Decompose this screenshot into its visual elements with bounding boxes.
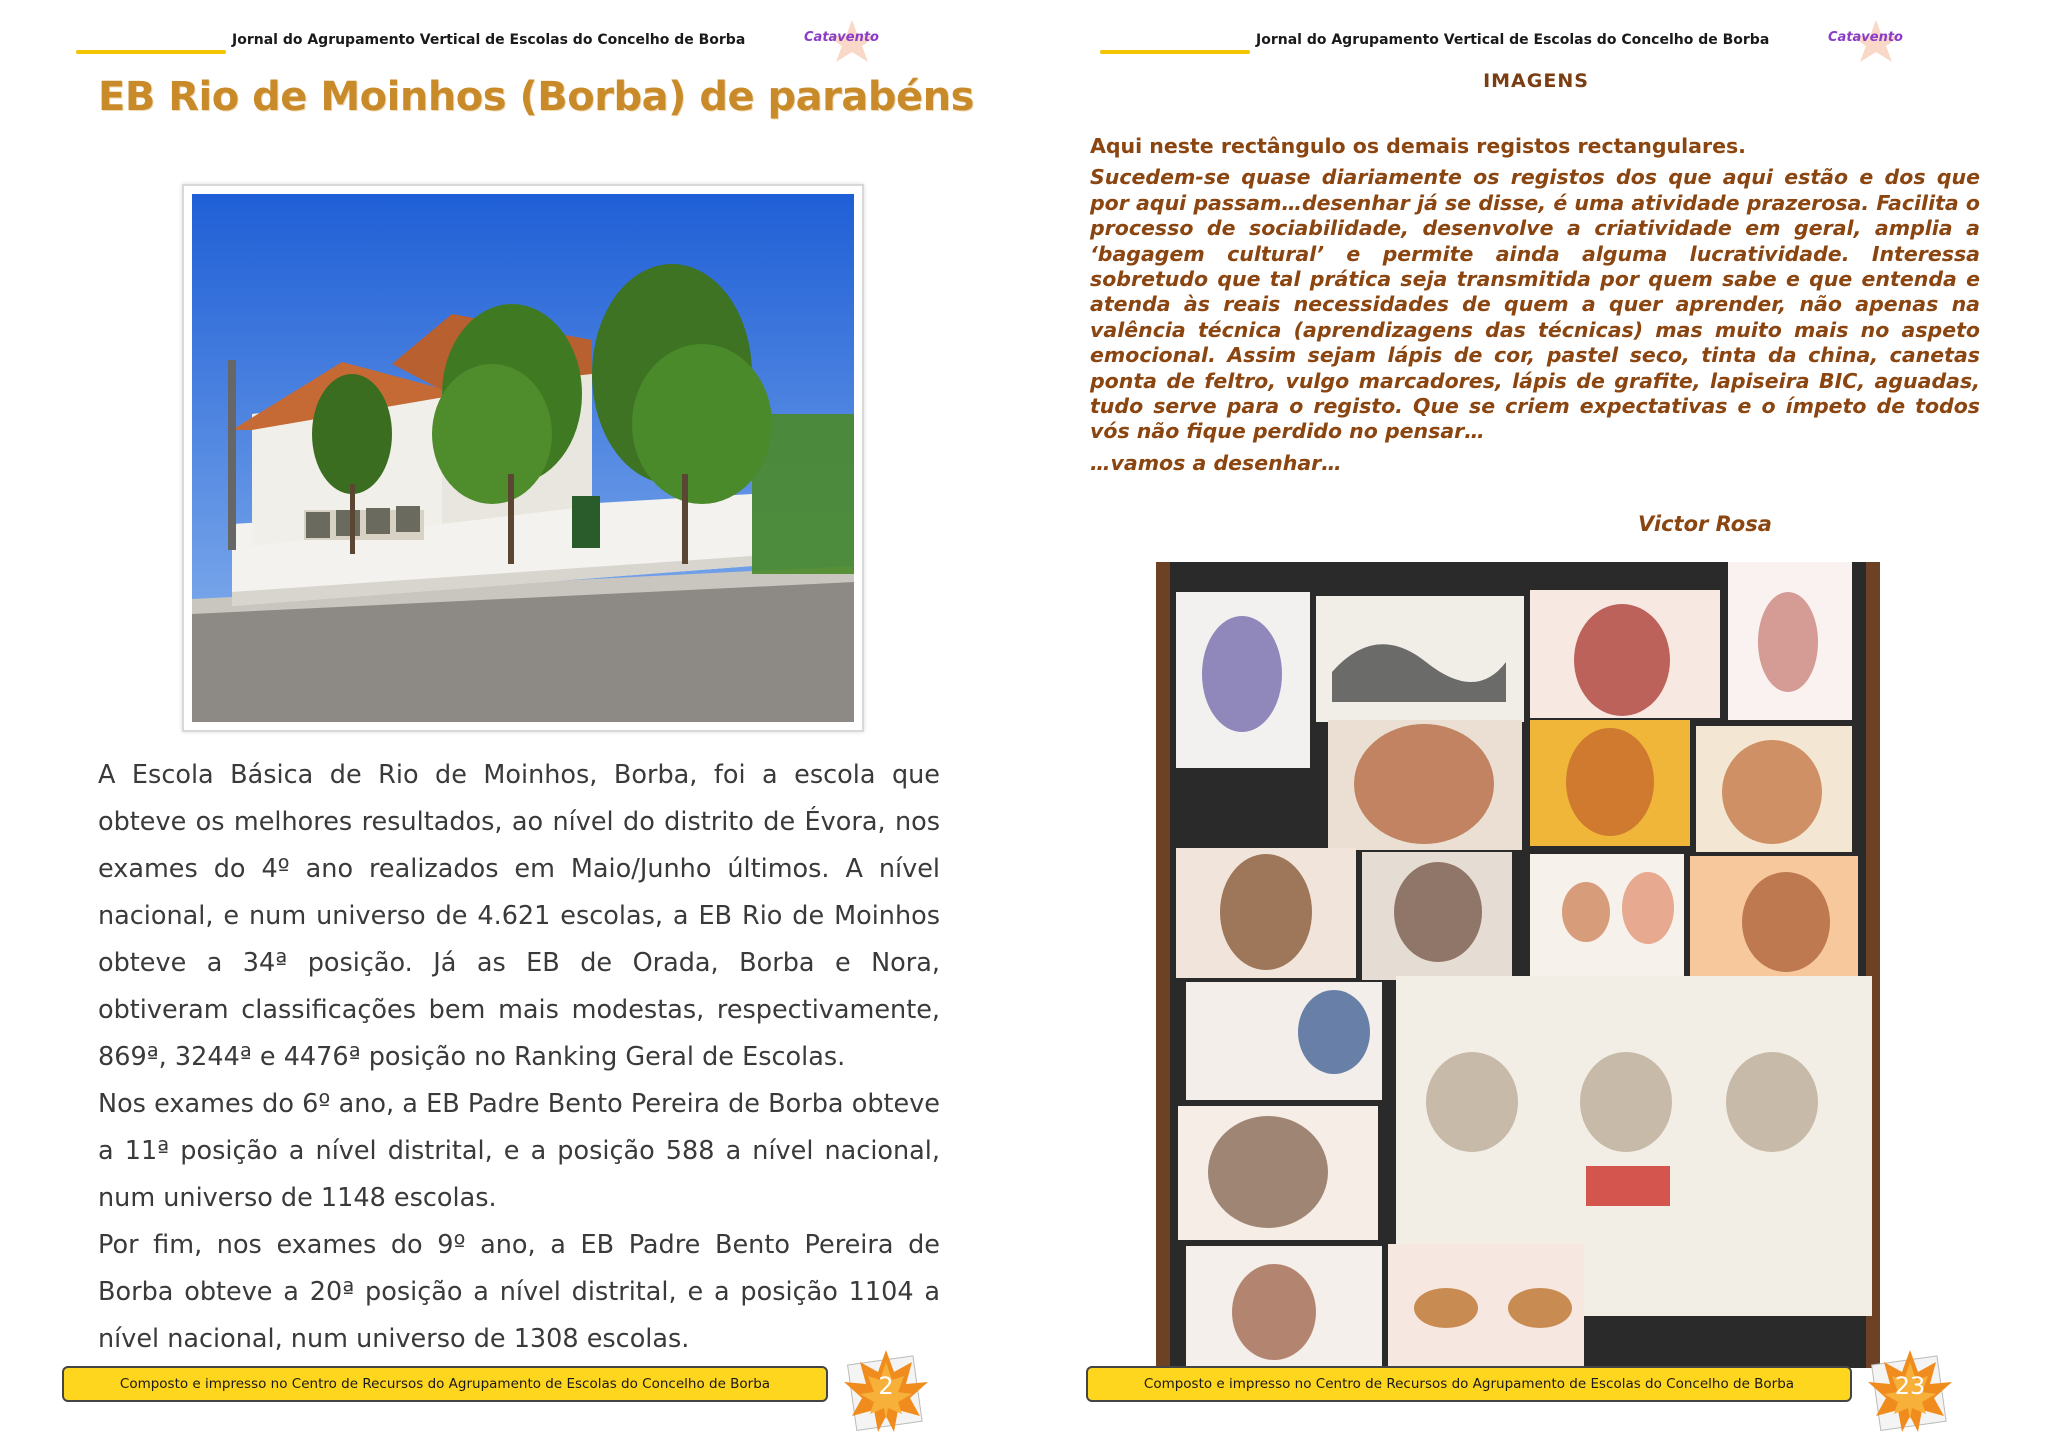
header-title: Jornal do Agrupamento Vertical de Escolas do Concelho de Borba <box>1256 32 1770 48</box>
essay-text <box>1090 134 1980 476</box>
drawings-board-photo <box>1156 562 1880 1368</box>
author-name: Victor Rosa <box>1638 512 1772 536</box>
article-paragraph: Nos exames do 6º ano, a EB Padre Bento Pereira de Borba obteve a 11ª posição a nível distrital, e a posição 588 a nível nacional, num universo de 1148 escolas. <box>98 1089 940 1213</box>
essay-closing: …vamos a desenhar… <box>1090 450 1342 475</box>
right-page <box>1024 0 2048 1448</box>
article-title: EB Rio de Moinhos (Borba) de parabéns <box>98 74 974 120</box>
article-paragraph: Por fim, nos exames do 9º ano, a EB Padre Bento Pereira de Borba obteve a 20ª posição a nível distrital, e a posição 1104 a nível nacional, num universo de 1308 escolas. <box>98 1230 940 1354</box>
section-title: IMAGENS <box>1483 70 1589 92</box>
logo-text: Catavento <box>804 30 879 45</box>
page-number: 2 <box>878 1372 894 1400</box>
header-rule <box>76 50 226 54</box>
logo-text: Catavento <box>1828 30 1903 45</box>
page-number-badge <box>838 1346 934 1442</box>
page-number-badge <box>1862 1346 1958 1442</box>
footer-text: Composto e impresso no Centro de Recursos do Agrupamento de Escolas do Concelho de Borba <box>119 1376 771 1392</box>
footer-bar <box>62 1366 828 1402</box>
newspaper-logo <box>796 18 888 68</box>
essay-body: Sucedem-se quase diariamente os registos dos que aqui estão e dos que por aqui passam…desenhar já se disse, é uma atividade prazerosa. Facilita o processo de sociabilidade, desenvolve a criatividade em geral, amplia a ‘bagagem cultural’ e permite ainda alguma lucratividade. Interessa sobretudo que tal prática seja transmitida por quem sabe e que entenda e atenda às reais necessidades de quem a quer aprender, não apenas na valência técnica (aprendizagens das técnicas) mas muito mais no aspeto emocional. Assim sejam lápis de cor, pastel seco, tinta da china, canetas ponta de feltro, vulgo marcadores, lápis de grafite, lapiseira BIC, aguadas, tudo serve para o registo. Que se criem expectativas e o ímpeto de todos vós não fique perdido no pensar… <box>1090 165 1980 444</box>
header-title: Jornal do Agrupamento Vertical de Escolas do Concelho de Borba <box>232 32 746 48</box>
footer-text: Composto e impresso no Centro de Recursos do Agrupamento de Escolas do Concelho de Borba <box>1143 1376 1795 1392</box>
article-body <box>98 752 940 1363</box>
article-paragraph: A Escola Básica de Rio de Moinhos, Borba, foi a escola que obteve os melhores resultados, ao nível do distrito de Évora, nos exames do 4º ano realizados em Maio/Junho últimos. A nível nacional, e num universo de 4.621 escolas, a EB Rio de Moinhos obteve a 34ª posição. Já as EB de Orada, Borba e Nora, obtiveram classificações bem mais modestas, respectivamente, 869ª, 3244ª e 4476ª posição no Ranking Geral de Escolas. <box>98 760 940 1072</box>
school-photo <box>182 184 864 732</box>
footer-bar <box>1086 1366 1852 1402</box>
newspaper-logo <box>1820 18 1912 68</box>
header-rule <box>1100 50 1250 54</box>
essay-lead: Aqui neste rectângulo os demais registos rectangulares. <box>1090 134 1746 158</box>
page-number: 23 <box>1894 1372 1926 1400</box>
